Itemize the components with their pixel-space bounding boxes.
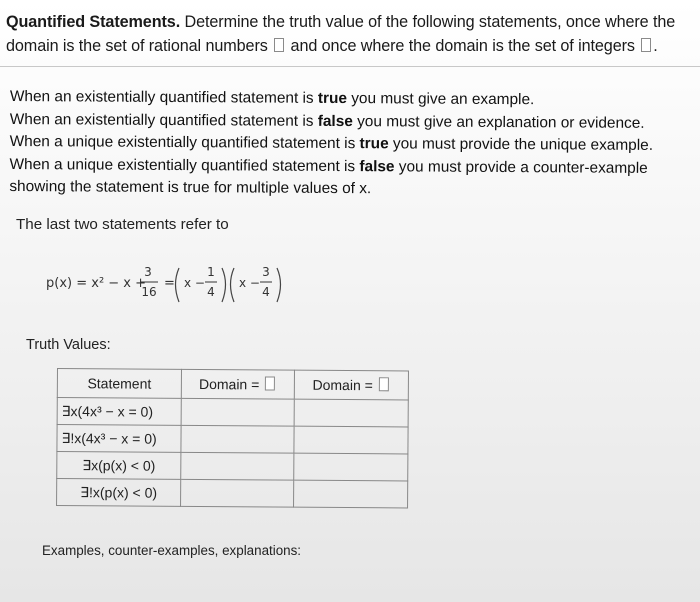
table-header-row xyxy=(57,369,408,400)
paren-open-2 xyxy=(231,268,235,302)
formula-lhs: p(x) = x² − x + xyxy=(46,276,147,291)
answer-cell-rationals[interactable] xyxy=(181,452,295,480)
header-line1: Determine the truth value of the following statements, once where the xyxy=(180,13,676,31)
paren-open-1 xyxy=(176,268,180,302)
frac-den: 16 xyxy=(141,285,157,299)
header-line2-end: . xyxy=(653,37,658,55)
answer-cell-integers[interactable] xyxy=(294,453,408,481)
header-line2a: domain is the set of rational numbers xyxy=(6,37,273,55)
header-domain-rationals: Domain = xyxy=(181,369,295,399)
rules-block xyxy=(9,86,690,203)
header-statement: Statement xyxy=(57,369,181,399)
rationals-symbol-icon xyxy=(265,376,275,390)
f1-left: x − xyxy=(184,276,205,290)
refer-text: The last two statements refer to xyxy=(16,216,229,233)
table-row xyxy=(57,398,408,427)
integers-symbol-icon xyxy=(641,38,651,52)
rule-2: When an existentially quantified statement is false you must give an explanation or evidence. xyxy=(9,110,645,132)
rule-3: When a unique existentially quantified statement is true you must provide the unique example. xyxy=(9,133,654,155)
title: Quantified Statements. xyxy=(6,13,181,31)
header-domain-integers: Domain = xyxy=(295,370,409,400)
divider xyxy=(0,66,700,67)
header-line2b: and once where the domain is the set of integers xyxy=(286,37,640,55)
rule-4: When a unique existentially quantified statement is false you must provide a counter-example xyxy=(9,155,648,177)
rule-1: When an existentially quantified statement is true you must give an example. xyxy=(9,87,535,109)
instructions-header xyxy=(6,10,696,58)
frac-num: 3 xyxy=(144,265,152,279)
rule-5: showing the statement is true for multiple values of x. xyxy=(9,178,372,198)
answer-cell-rationals[interactable] xyxy=(181,398,295,426)
examples-label: Examples, counter-examples, explanations: xyxy=(42,543,302,558)
table-row xyxy=(57,452,408,481)
statement-cell: ∃!x(4x³ − x = 0) xyxy=(57,425,181,453)
rationals-symbol-icon xyxy=(274,38,284,52)
f1-num: 1 xyxy=(207,265,215,279)
table-row xyxy=(57,479,408,508)
f1-den: 4 xyxy=(207,285,215,299)
paren-close-1 xyxy=(222,268,226,302)
formula-eq: = xyxy=(164,276,175,291)
answer-cell-rationals[interactable] xyxy=(181,425,295,453)
answer-cell-integers[interactable] xyxy=(295,399,409,427)
answer-cell-integers[interactable] xyxy=(294,426,408,454)
f2-num: 3 xyxy=(262,265,270,279)
statement-cell: ∃x(4x³ − x = 0) xyxy=(57,398,181,426)
answer-cell-integers[interactable] xyxy=(294,480,408,508)
table-row xyxy=(57,425,408,454)
polynomial-formula xyxy=(46,258,306,308)
statement-cell: ∃x(p(x) < 0) xyxy=(57,452,181,480)
truth-values-label: Truth Values: xyxy=(26,337,111,353)
statement-cell: ∃!x(p(x) < 0) xyxy=(57,479,181,507)
f2-den: 4 xyxy=(262,285,270,299)
f2-left: x − xyxy=(239,276,260,290)
integers-symbol-icon xyxy=(379,377,389,391)
paren-close-2 xyxy=(277,268,281,302)
answer-cell-rationals[interactable] xyxy=(181,479,295,507)
truth-table xyxy=(56,368,409,508)
